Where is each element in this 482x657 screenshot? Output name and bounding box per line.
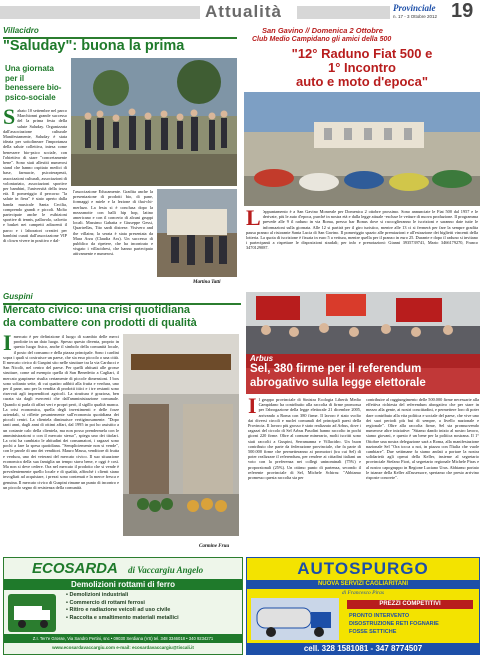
article-title-2: abrogativo sulla legge elettorale xyxy=(250,377,426,389)
author: Martina Tatti xyxy=(193,280,221,285)
header-bar-left xyxy=(0,6,200,19)
issue-date: n. 17 - 3 Ottobre 2012 xyxy=(393,14,438,19)
ad-contact: Z.I. Terr'e Grosse, Via Sandro Pertini, snc • 09030 Serdiana (VS) tel. 348 3346018 • 340 9234271 xyxy=(4,634,242,643)
drop-cap: I xyxy=(248,397,257,418)
event-banner: San Gavino // Domenica 2 Ottobre xyxy=(262,26,383,35)
service-item: • Ritiro e radiazione veicoli ad uso civile xyxy=(66,607,171,613)
page-number: 19 xyxy=(451,0,474,22)
ad-brand: ECOSARDA xyxy=(32,560,118,577)
ad-sub: NUOVA SERVIZI CAGLIARITANI xyxy=(247,580,479,589)
section-title: Attualità xyxy=(205,2,282,21)
article-location: Guspini xyxy=(3,292,33,301)
ad-phone: cell. 328 1581081 - 347 8774507 xyxy=(247,643,479,655)
ad-services-list xyxy=(66,592,179,622)
service-item: • Raccolta e smaltimento materiali metallici xyxy=(66,614,179,621)
article-title-2: 1° Incontro xyxy=(327,60,397,75)
ad-box: PREZZI COMPETITIVI xyxy=(347,600,473,609)
article-title-2: da combattere con prodotti di qualità xyxy=(3,317,197,329)
article-location: Villacidro xyxy=(3,26,39,35)
drop-cap: I xyxy=(3,334,12,355)
article-subtitle: Una giornata per il benessere bio-psico-sociale xyxy=(5,64,62,102)
service-item: • Commercio di rottami ferrosi xyxy=(66,599,145,606)
ad-owner: di Vaccargiu Angelo xyxy=(128,565,204,575)
drop-cap: L xyxy=(246,209,261,230)
header-bar-right xyxy=(297,6,390,19)
article-saluday xyxy=(3,26,237,288)
article-sel xyxy=(246,292,480,554)
ad-brand: AUTOSPURGO xyxy=(297,559,429,578)
article-body-col2 xyxy=(366,397,479,547)
body-text: l gruppo provinciale di Sinistra Ecologia Libertà Medio Campidano ha contribuito alla raccolta di firme promossa per l'abrogazione della legge elettorale 21 dicembre 2005, arrivando a Roma con 380 firme. Il lavoro è stato svolto dai diversi circoli e nuclei comunali del principali paesi della Provincia. Il lavoro più grosso è stato realizzato ad Arbus, dove i ragazzi del circolo di Sel Arbus Pasolini hanno raccolto in pochi giorni 220 firme. Oltre al comune minerario, molti iscritti sono stati raccolti a Guspini, Serramanna e Villacidro. Un buon contributo che parte da federazione provinciale, che fa parte di 500.000 firme che permetteranno ai promotori (tra cui Sel) di poter realizzare il referendum, per rendere ai cittadini italiani un voto con la preferenza nei collegi uninominali (75%) e proporzionali (25%). Un ottimo punto di partenza, secondo il referente provinciale di Sel, Michele Schirru: "Abbiamo promesso questa raccolta sia per xyxy=(248,397,361,481)
drop-cap: S xyxy=(3,108,16,129)
article-title: "Saluday": buona la prima xyxy=(3,38,185,54)
body-text: contribuire al raggiungimento delle 500.000 firme necessarie alla effettiva richiesta del referendum abrogativo che per stare in mezzo alla gente, ai nostri concittadini, e permettere loro di poter dare contributo alla vita politica e sociale del paese, che vive uno dei suoi periodi più bui di sempre, a livello nazionale e regionale". Oltre alla raccolta firme, Sel sta promuovendo numerose altre iniziative: "Stiamo dando inizio al nostro lavoro, siamo giovani, e questo è un bene per la politica nostrana. Il 1° Ottobre una nostra delegazione sarà a Roma, alla manifestazione nazionale Sel "Ora tocca a noi, in piazza con l'Italia che vuole cambiare". Due settimane fa siamo andati a portare la nostra solidarietà agli operai della Keller, insieme al segretario provinciale Stefano Fiori, al segretario regionale Michele Piras e al nostro capogruppo in Regione Luciano Uras. Abbiamo portato le istanze della Keller all'assessore, speriamo che presto arrivino risposte concrete". xyxy=(366,397,479,481)
ad-autospurgo xyxy=(246,557,480,655)
author: Carmine Fruu xyxy=(199,544,230,549)
article-title-3: auto e moto d'epoca" xyxy=(295,74,429,89)
service-item: FOSSE SETTICHE xyxy=(349,629,397,635)
market-photo-illustration xyxy=(123,334,239,536)
event-photo-2 xyxy=(157,189,237,277)
body-text: l'associazione Educamente. Gradita anche la presentazione di prodotti bio, di pane, formaggi e miele e la lezione di thai-chi-merluzo. La festa si è conclusa dopo la mezzanotte con balli hip hop, latino americano e con il concerto di alcuni gruppi locali. Massimo Gabatta e Giuseppe Gessi, Quartrellas, Tito sardi distrese. Visivero and the villains; la serata è stata presentata da Mara Arzu (Claudia Arx). Un successo di pubblico da ripetere, che ha incontrato e visgato i villacidresi, che hanno partecipato attivamente e numerosi. xyxy=(73,189,153,257)
page-header xyxy=(0,0,482,24)
article-body-col1 xyxy=(248,397,361,547)
body-text: abato 10 settembre nel parco Marchionni grande successo del la prima festa della salute Saluday. Organizzata dall'associazione culturale Manifestamente, Saluday è stata ideata per sottolineare l'importanza della salute collettiva, intesa come benessere bio-psico sociale, con l'obiettivo di stare "concretamente bene". Sono stati allestiti numerosi stand che hanno ospitato medici di base, farmacie, psicoterapeuti, associazioni culturali, associazioni di volontariato, associazioni sportive per bambini, l'università della terza età. Il pomeriggio il percorso "la salute in fiera" è stato aperto dalla banda musicale Santa Cecilia, comprendo grandi e piccoli. Molto partecipate anche le esibizioni sportive di tennis, pallavolo, calcetto e basket nei campetti adiacenti il parco e i laboratori creativi per bambini curati dall'associazione VIP di clown vivere in positivo e dal- xyxy=(3,108,67,244)
article-body-col2 xyxy=(73,189,153,281)
service-item: PRONTO INTERVENTO xyxy=(349,613,410,619)
article-raduno xyxy=(244,26,480,288)
brand-logo: Provinciale xyxy=(393,3,436,13)
service-item: DISOSTRUZIONE RETI FOGNARIE xyxy=(349,621,439,627)
ad-web: www.ecosardavaccargiu.com e-mail: ecosardavaccargiu@tiscali.it xyxy=(52,645,194,650)
event-photo xyxy=(71,58,237,186)
recycle-truck-icon xyxy=(8,594,56,632)
article-title-1: Sel, 380 firme per il referendum xyxy=(250,363,422,375)
service-item: • Demolizioni industriali xyxy=(66,592,129,598)
article-title-1: Mercato civico: una crisi quotidiana xyxy=(3,304,191,316)
article-mercato xyxy=(3,292,243,554)
cars-photo-illustration xyxy=(244,92,480,206)
market-photo xyxy=(123,334,239,536)
article-body-col1 xyxy=(3,108,67,288)
stand-photo-illustration xyxy=(157,189,237,277)
ad-tagline: Demolizioni rottami di ferro xyxy=(4,579,242,590)
ad-services-list xyxy=(349,612,439,636)
fiat-photo xyxy=(244,92,480,206)
truck-icon xyxy=(251,598,339,640)
body-text: 'appuntamento è a San Gavino Monreale per Domenica 2 ottobre prossimo. Sono annunciate le Fiat 500 dal 1957 e le derivate, più le auto d'epoca, purché in nostra età e dalla legge attuale -escluse le vetture di nuova produzione. Il programma prevede alle 9 il raduno in via Roma, presso bar Bonus dove si raccoglieranno le iscrizioni e saranno date tutte le informazioni sulla giornata. Alle 12 si partirà per il giro turistico, mentre alle 13 ci si fermerà per fare la sempre gradita pausa pranzo al ristorante Santa Lucia di San Gavino. Il pomeriggio spazio alle premiazioni e all'estrazione dei biglietti vincenti della lotteria. La quota di iscrizione è fissata in euro 5 a vettura, mentre quella per il pranzo in euro 25. Durante e dopo il raduno si invitano i partecipanti a rispettare le disposizioni stradali; per info e prenotazioni: Gianni 3935739741, Mario 3466179270, Franco 3470129087. xyxy=(246,209,478,251)
article-body-col1 xyxy=(3,334,119,547)
crowd-photo-illustration xyxy=(71,58,237,186)
ad-truck xyxy=(251,598,339,640)
club-name: Club Medio Campidano gli amici della 500 xyxy=(252,36,392,43)
ad-ecosarda xyxy=(3,557,243,655)
ad-logo-icon xyxy=(8,594,56,632)
article-location: Arbus xyxy=(250,354,274,363)
article-title-1: "12° Raduno Fiat 500 e xyxy=(291,46,433,61)
ad-line: di Francesco Piras xyxy=(341,590,385,596)
body-text: mercato è per definizione il luogo di scambio delle merci prodotte in un dato luogo. Spesso questo diventa, proprio in questo luogo fisico, anche il simbolo della comunità locale, il posto del consumo e della piazza principale. Sono i cardini sopra i quali si costruisce un paese, che sia esso piccolo o una città. Il mercato civico di Guspini sito nelle strutture tra la via Carducci e San Nicolò, nel centro del paese. Per quelli abituati alle grosse strutture, come ad esempio quella di San Benedetto a Cagliari, il mercato guspinese risulta certamente di piccole dimensioni. I box sono soltanto sette, di cui quattro adibiti alla frutta e verdura, uno per il pane, uno per la vendita di prodotti ittici e i tre restanti sono riservati agli imprenditori agricoli. La struttura è graziosa, ben curata sia dagli esercenti che dall'amministrazione comunale. Quando si parla di affari veri e propri però, il sigillo qualità manca. La crisi economica, quella degli investimenti e delle forze aziendali, si riflette pesantemente sull'economia quotidiana dei piccoli centri. La clientela diminuisce vertiginosamente. "Dopo tanti anni, dagli anni di ottimi affari, dal 1995 in poi ho assistito a un costante calo della clientela, ma non posso prendermela con le amministrazioni o con il mercato stesso", spiega uno dei titolari. La crisi ha cambiato le abitudini dei consumatori, i ragazzi sono pochi a fare la spesa quotidiana. "Sempliciemente non si vende", con le parole di uno dei venditori. Mauro Massa, venditore di frutta e verdura, uno dei veterani del mercato civico. Il suo situazione economica della sua famiglia un tempo stava bene, e oggi è così. Ma non si deve cedere. Ora nel mercato il prodotto che si vende è prevalentemente quello locale e di qualità, affinché i clienti siano invogliati ad acquistare, i prezzi sono contenuti e la merce fresca e genuina. Il mercato civico di Guspini rimane un punto di incontro e un piccolo segno di resistenza della comunità. xyxy=(3,334,119,490)
article-body xyxy=(246,209,478,287)
